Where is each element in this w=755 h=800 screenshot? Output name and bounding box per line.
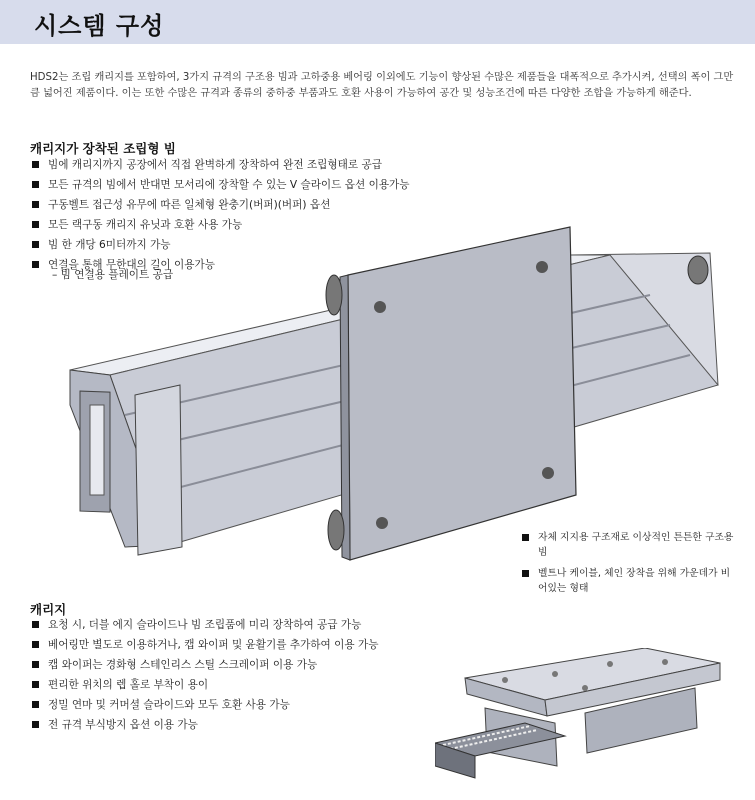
- header-bar: [0, 0, 755, 44]
- bullet-square-icon: [32, 221, 39, 228]
- list-item: 모든 규격의 빔에서 반대면 모서리에 장착할 수 있는 V 슬라이드 옵션 이용가능: [30, 175, 410, 195]
- beam-carriage-illustration: [50, 225, 750, 565]
- list-item: 빔에 캐리지까지 공장에서 직접 완벽하게 장착하여 완전 조립형태로 공급: [30, 155, 410, 175]
- page-title: 시스템 구성: [34, 12, 165, 40]
- list-item: 벨트나 케이블, 체인 장착을 위해 가운데가 비어있는 형태: [520, 566, 738, 596]
- bullet-square-icon: [32, 201, 39, 208]
- intro-paragraph: HDS2는 조립 캐리지를 포함하여, 3가지 규격의 구조용 빔과 고하중용 베어링 이외에도 기능이 향상된 수많은 제품들을 대폭적으로 추가시켜, 선택의 폭이 그만큼 넓어진 제품이다. 이는 또한 수많은 규격과 종류의 중하중 부품과도 호환 사용이 가능하여 공간 및 성능조건에 따른 다양한 조합을 가능하게 해준다.: [30, 72, 734, 99]
- list-item: 전 규격 부식방지 옵션 이용 가능: [30, 715, 378, 735]
- bullet-square-icon: [32, 641, 39, 648]
- bullet-square-icon: [32, 621, 39, 628]
- list-item: 요청 시, 더블 에지 슬라이드나 빔 조립품에 미리 장착하여 공급 가능: [30, 615, 378, 635]
- bullet-square-icon: [32, 701, 39, 708]
- bullet-square-icon: [32, 261, 39, 268]
- carriage-feature-list: [30, 615, 378, 735]
- list-item: 모든 랙구동 캐리지 유닛과 호환 사용 가능: [30, 215, 410, 235]
- beam-sub-note: – 빔 연결용 플레이트 공급: [52, 269, 174, 281]
- bullet-square-icon: [522, 570, 529, 577]
- bullet-square-icon: [522, 534, 529, 541]
- bullet-square-icon: [32, 681, 39, 688]
- list-item: 구동벨트 접근성 유무에 따른 일체형 완충기(버퍼)(버퍼) 옵션: [30, 195, 410, 215]
- bullet-square-icon: [32, 161, 39, 168]
- list-item: 빔 한 개당 6미터까지 가능: [30, 235, 410, 255]
- figure-notes: [520, 530, 738, 602]
- list-item: 연결을 통해 무한대의 길이 이용가능: [30, 255, 410, 275]
- list-item: 캡 와이퍼는 경화형 스테인리스 스틸 스크레이퍼 이용 가능: [30, 655, 378, 675]
- bullet-square-icon: [32, 181, 39, 188]
- list-item: 편리한 위치의 렙 홀로 부착이 용이: [30, 675, 378, 695]
- beam-section-title: 캐리지가 장착된 조립형 빔: [30, 141, 176, 156]
- bullet-square-icon: [32, 721, 39, 728]
- carriage-section-title: 캐리지: [30, 602, 67, 617]
- bullet-square-icon: [32, 661, 39, 668]
- list-item: 자체 지지용 구조재로 이상적인 튼튼한 구조용 빔: [520, 530, 738, 560]
- list-item: 정밀 연마 및 커머셜 슬라이드와 모두 호환 사용 가능: [30, 695, 378, 715]
- carriage-illustration: [435, 648, 725, 783]
- list-item: 베어링만 별도로 이용하거나, 캡 와이퍼 및 윤활기를 추가하여 이용 가능: [30, 635, 378, 655]
- bullet-square-icon: [32, 241, 39, 248]
